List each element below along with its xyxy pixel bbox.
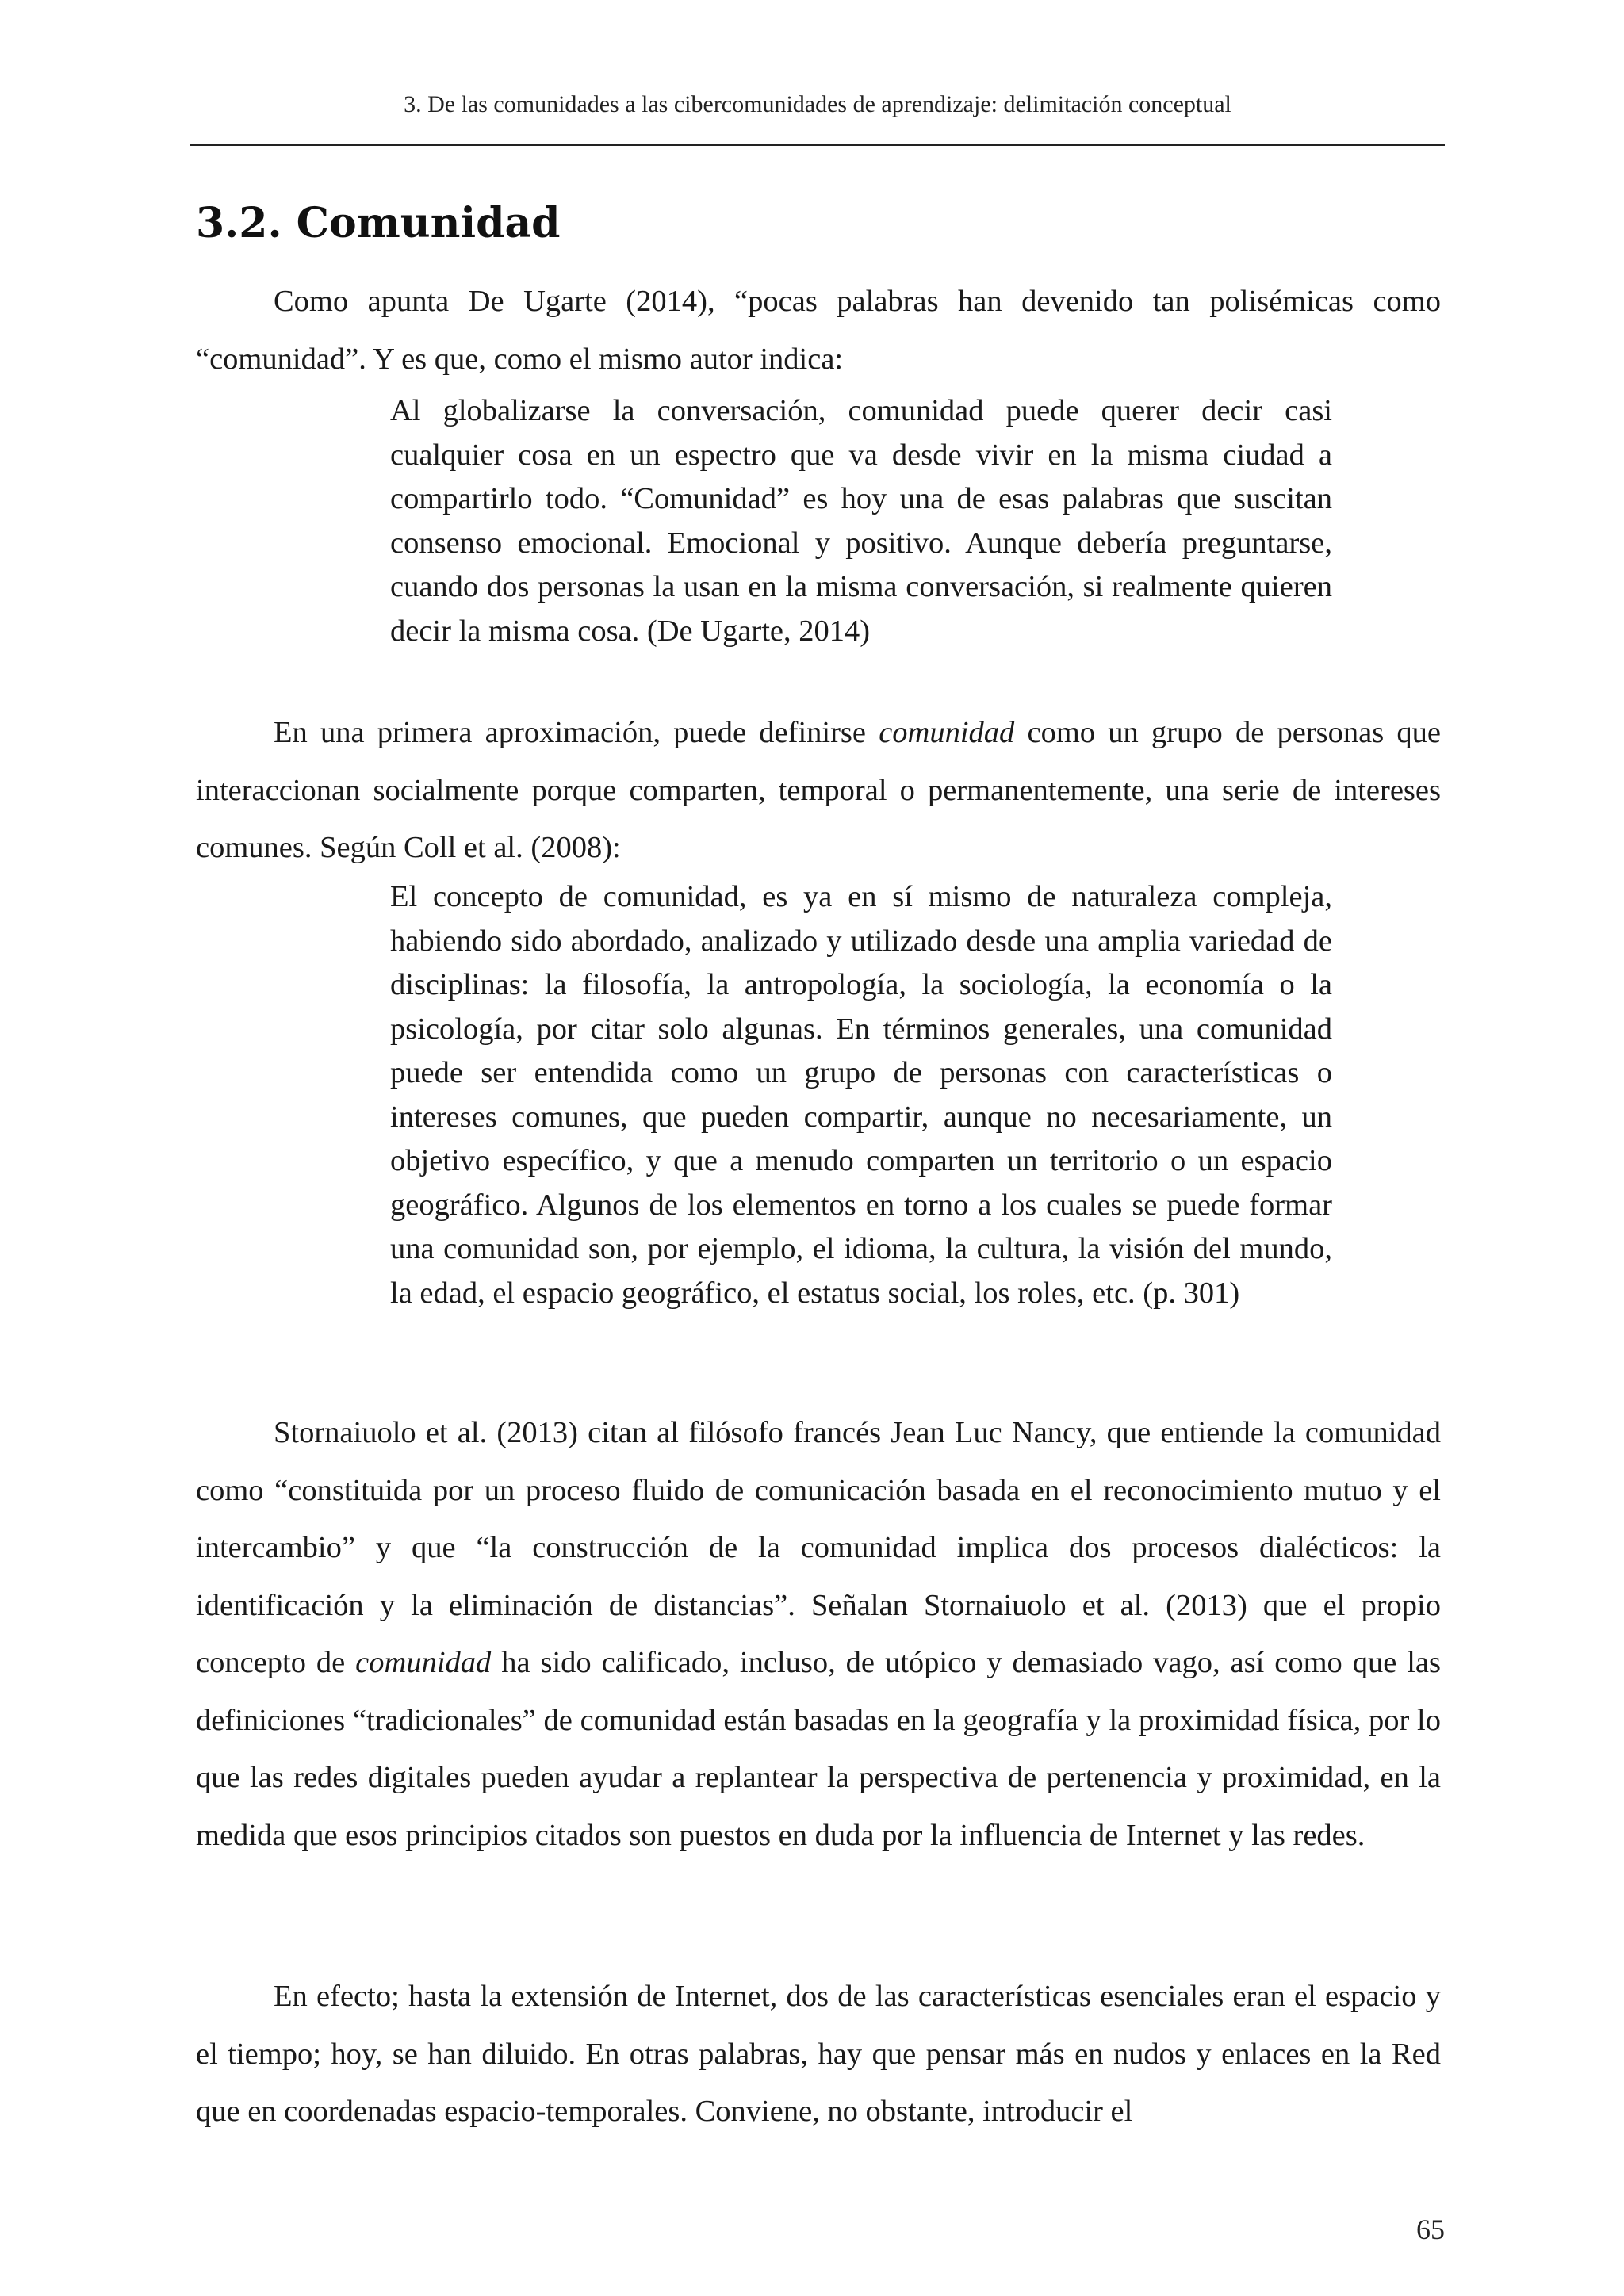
paragraph-3-text-a: Stornaiuolo et al. (2013) citan al filósofo francés Jean Luc Nancy, que entiende la comunidad como “constituida por un proceso fluido de comunicación basada en el reconocimiento mutuo y el intercambio” y que “la construcción de la comunidad implica dos procesos dialécticos: la identificación y la eliminación de distancias”. Señalan Stornaiuolo et al. (2013) que el propio concepto de	[196, 1416, 1441, 1679]
block-quote-2: El concepto de comunidad, es ya en sí mismo de naturaleza compleja, habiendo sido abordado, analizado y utilizado desde una amplia variedad de disciplinas: la filosofía, la antropología, la sociología, la economía o la psicología, por citar solo algunas. En términos generales, una comunidad puede ser entendida como un grupo de personas con características o intereses comunes, que pueden compartir, aunque no necesariamente, un objetivo específico, y que a menudo comparten un territorio o un espacio geográfico. Algunos de los elementos en torno a los cuales se puede formar una comunidad son, por ejemplo, el idioma, la cultura, la visión del mundo, la edad, el espacio geográfico, el estatus social, los roles, etc. (p. 301)	[390, 880, 1332, 1310]
block-quote-1: Al globalizarse la conversación, comunidad puede querer decir casi cualquier cosa en un espectro que va desde vivir en la misma ciudad a compartirlo todo. “Comunidad” es hoy una de esas palabras que suscitan consenso emocional. Emocional y positivo. Aunque debería preguntarse, cuando dos personas la usan en la misma conversación, si realmente quieren decir la misma cosa. (De Ugarte, 2014)	[390, 394, 1332, 648]
body-paragraph-3	[196, 1404, 1441, 1864]
paragraph-2-text-b: como un grupo de personas que interaccionan socialmente porque comparten, temporal o permanentemente, una serie de intereses comunes. Según Coll et al. (2008):	[196, 716, 1441, 864]
paragraph-2-emphasis: comunidad	[879, 716, 1015, 749]
section-title: 3.2. Comunidad	[196, 199, 561, 247]
body-paragraph-1: Como apunta De Ugarte (2014), “pocas palabras han devenido tan polisémicas como “comunidad”. Y es que, como el mismo autor indica:	[196, 285, 1441, 376]
body-paragraph-4: En efecto; hasta la extensión de Internet, dos de las características esenciales eran el espacio y el tiempo; hoy, se han diluido. En otras palabras, hay que pensar más en nudos y enlaces en la Red que en coordenadas espacio-temporales. Conviene, no obstante, introducir el	[196, 1980, 1441, 2128]
body-paragraph-2	[196, 704, 1441, 877]
header-rule	[190, 144, 1445, 146]
paragraph-3-emphasis: comunidad	[355, 1646, 492, 1679]
paragraph-3-text-b: ha sido calificado, incluso, de utópico y demasiado vago, así como que las definiciones “tradicionales” de comunidad están basadas en la geografía y la proximidad física, por lo que las redes digitales pueden ayudar a replantear la perspectiva de pertenencia y proximidad, en la medida que esos principios citados son puestos en duda por la influencia de Internet y las redes.	[196, 1646, 1441, 1852]
running-head: 3. De las comunidades a las cibercomunidades de aprendizaje: delimitación conceptual	[404, 91, 1231, 117]
page-number: 65	[1416, 2214, 1445, 2245]
paragraph-2-text-a: En una primera aproximación, puede definirse	[274, 716, 879, 749]
